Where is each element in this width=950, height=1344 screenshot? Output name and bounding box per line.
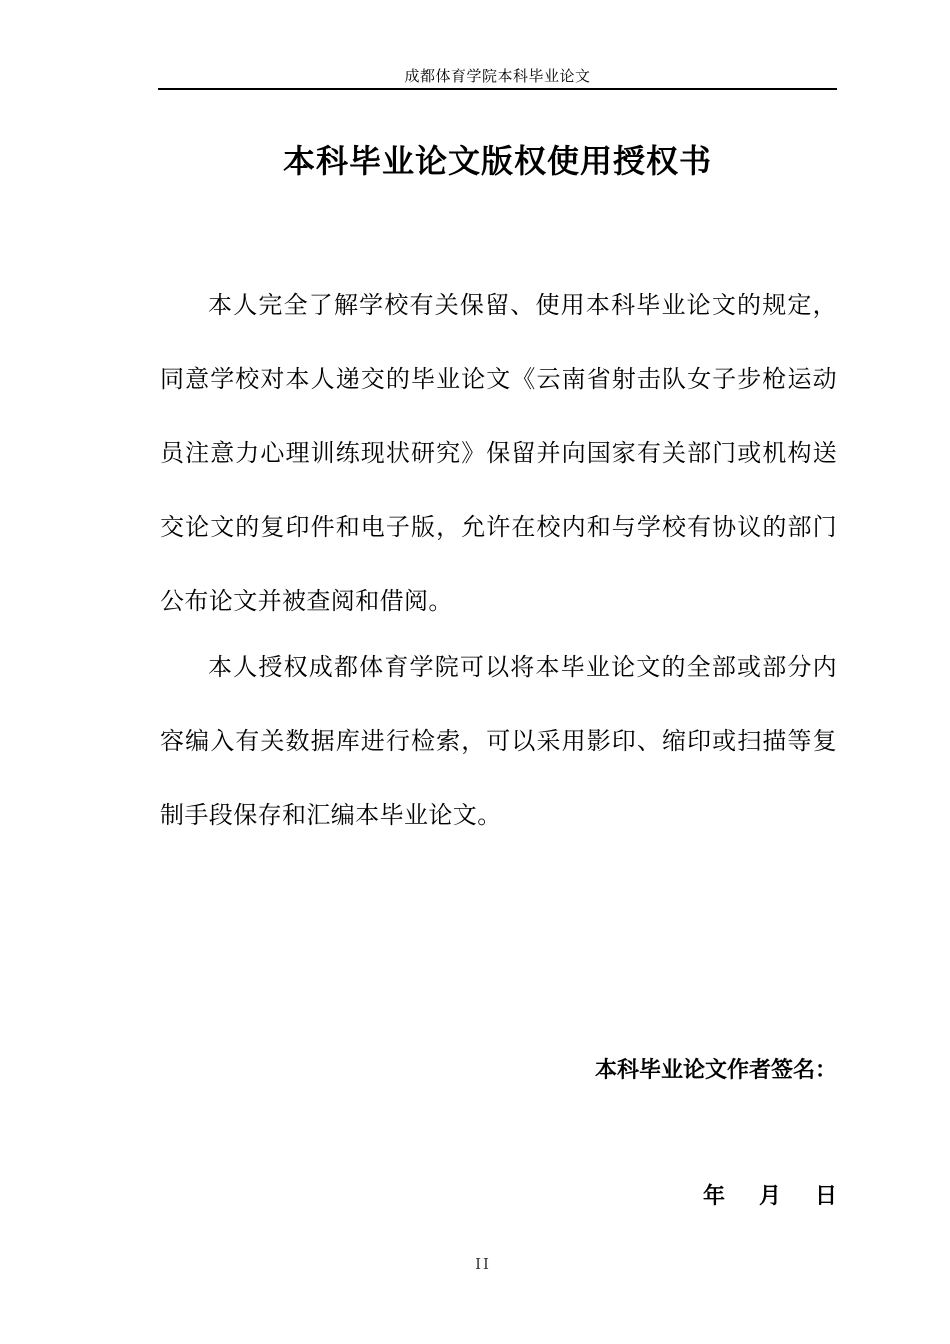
date-year-label: 年 (702, 1184, 725, 1209)
date-day-label: 日 (814, 1184, 837, 1209)
date-month-label: 月 (758, 1184, 781, 1209)
author-signature-label: 本科毕业论文作者签名： (594, 1058, 837, 1083)
paragraph-authorization: 本人完全了解学校有关保留、使用本科毕业论文的规定，同意学校对本人递交的毕业论文《云南省射击队女子步枪运动员注意力心理训练现状研究》保留并向国家有关部门或机构送交论文的复印件和电子版，允许在校内和与学校有协议的部门公布论文并被查阅和借阅。 (160, 291, 837, 615)
header-rule (158, 88, 837, 90)
running-header: 成都体育学院本科毕业论文 (404, 67, 591, 85)
date-line (703, 1180, 837, 1214)
page-number: II (475, 1255, 491, 1273)
paragraph-database-license: 本人授权成都体育学院可以将本毕业论文的全部或部分内容编入有关数据库进行检索，可以采用影印、缩印或扫描等复制手段保存和汇编本毕业论文。 (160, 653, 837, 829)
document-title: 本科毕业论文版权使用授权书 (282, 142, 712, 180)
